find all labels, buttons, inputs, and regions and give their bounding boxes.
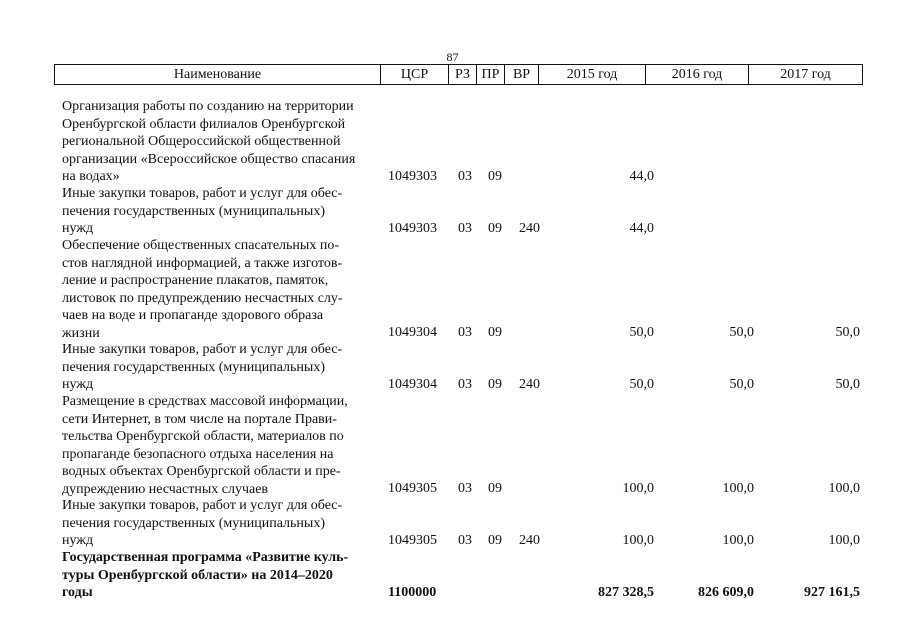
row-2015: 827 328,5 [598,584,654,600]
row-2017: 927 161,5 [804,584,860,600]
row-vr: 240 [519,220,540,236]
row-2015: 100,0 [622,480,654,496]
header-rz: РЗ [449,65,477,85]
row-pr: 09 [488,324,502,340]
table-row [0,185,905,237]
row-name: Иные закупки товаров, работ и услуг для обес- печения государственных (муниципальных) нужд [62,498,343,548]
row-rz: 03 [458,376,472,392]
row-csr: 1049304 [388,376,437,392]
row-2015: 100,0 [622,532,654,548]
header-name: Наименование [55,65,381,85]
row-rz: 03 [458,324,472,340]
row-2016: 100,0 [722,532,754,548]
row-csr: 1049303 [388,220,437,236]
row-rz: 03 [458,220,472,236]
header-csr: ЦСР [381,65,449,85]
row-2016: 50,0 [729,376,754,392]
row-2015: 50,0 [629,324,654,340]
header-pr: ПР [477,65,505,85]
table-row [0,393,905,497]
row-2016: 100,0 [722,480,754,496]
row-pr: 09 [488,532,502,548]
row-rz: 03 [458,168,472,184]
row-name: Размещение в средствах массовой информации, сети Интернет, в том числе на портале Прави- тельства Оренбургской области, материалов по пропаганде безопасного отдыха населения на водных объектах Оренбургской области и пре- дупреждению несчастных случаев [62,394,348,497]
row-2016: 826 609,0 [698,584,754,600]
table-header [54,64,863,85]
row-vr: 240 [519,376,540,392]
row-pr: 09 [488,220,502,236]
row-rz: 03 [458,480,472,496]
row-vr: 240 [519,532,540,548]
row-2016: 50,0 [729,324,754,340]
row-csr: 1100000 [388,584,437,600]
row-csr: 1049305 [388,532,437,548]
row-pr: 09 [488,376,502,392]
row-csr: 1049303 [388,168,437,184]
row-name: Государственная программа «Развитие куль- туры Оренбургской области» на 2014–2020 годы [62,550,349,600]
table-row [0,237,905,341]
row-2015: 50,0 [629,376,654,392]
table-row-total [0,549,905,601]
header-2015: 2015 год [539,65,646,85]
page-number: 87 [446,50,459,64]
row-2017: 100,0 [828,532,860,548]
table-row [0,497,905,549]
row-2017: 100,0 [828,480,860,496]
row-name: Иные закупки товаров, работ и услуг для обес- печения государственных (муниципальных) нужд [62,186,343,236]
header-2017: 2017 год [749,65,863,85]
row-2017: 50,0 [835,324,860,340]
row-2015: 44,0 [629,168,654,184]
row-name: Организация работы по созданию на территории Оренбургской области филиалов Оренбургской региональной Общероссийской общественной организации «Всероссийское общество спасания на водах» [62,99,356,184]
row-name: Иные закупки товаров, работ и услуг для обес- печения государственных (муниципальных) нужд [62,342,343,392]
row-pr: 09 [488,480,502,496]
row-rz: 03 [458,532,472,548]
table-row [0,98,905,185]
row-csr: 1049304 [388,324,437,340]
row-name: Обеспечение общественных спасательных по- стов наглядной информацией, а также изготов- ление и распространение плакатов, памяток, листовок по предупреждению несчастных слу- чаев на воде и пропаганде здорового образа жизни [62,238,343,341]
row-2017: 50,0 [835,376,860,392]
row-2015: 44,0 [629,220,654,236]
row-pr: 09 [488,168,502,184]
header-2016: 2016 год [646,65,749,85]
table-row [0,341,905,393]
row-csr: 1049305 [388,480,437,496]
header-vr: ВР [505,65,539,85]
